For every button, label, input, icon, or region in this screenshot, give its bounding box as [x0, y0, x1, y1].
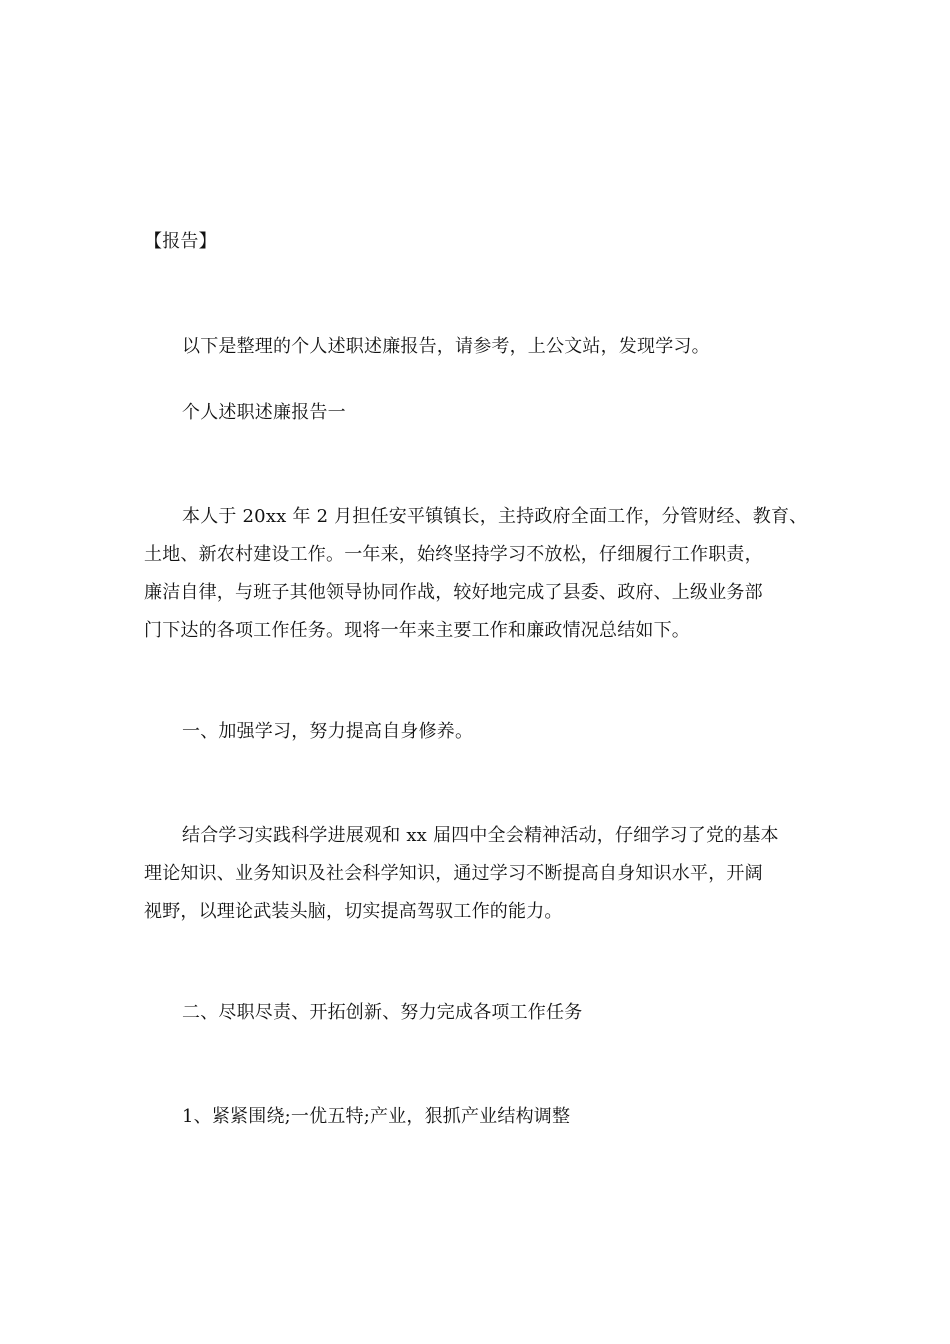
paragraph-2 — [144, 824, 814, 938]
section-heading-2: 二、尽职尽责、开拓创新、努力完成各项工作任务 — [182, 1002, 583, 1023]
paragraph-1-line: 土地、新农村建设工作。一年来，始终坚持学习不放松，仔细履行工作职责， — [144, 544, 763, 565]
document-subtitle: 个人述职述廉报告一 — [182, 402, 346, 423]
paragraph-2-line: 理论知识、业务知识及社会科学知识，通过学习不断提高自身知识水平，开阔 — [144, 863, 763, 884]
paragraph-1-line: 廉洁自律，与班子其他领导协同作战，较好地完成了县委、政府、上级业务部 — [144, 582, 763, 603]
paragraph-1 — [144, 505, 814, 657]
section-heading-1: 一、加强学习，努力提高自身修养。 — [182, 721, 474, 742]
paragraph-1-line: 本人于 20xx 年 2 月担任安平镇镇长，主持政府全面工作，分管财经、教育、 — [182, 506, 808, 527]
paragraph-2-line: 视野，以理论武装头脑，切实提高驾驭工作的能力。 — [144, 901, 563, 922]
list-item-1: 1、紧紧围绕;一优五特;产业，狠抓产业结构调整 — [182, 1106, 571, 1127]
report-tag: 【报告】 — [144, 231, 217, 252]
paragraph-1-line: 门下达的各项工作任务。现将一年来主要工作和廉政情况总结如下。 — [144, 620, 690, 641]
paragraph-2-line: 结合学习实践科学进展观和 xx 届四中全会精神活动，仔细学习了党的基本 — [182, 825, 779, 846]
intro-text: 以下是整理的个人述职述廉报告，请参考，上公文站，发现学习。 — [182, 336, 710, 357]
